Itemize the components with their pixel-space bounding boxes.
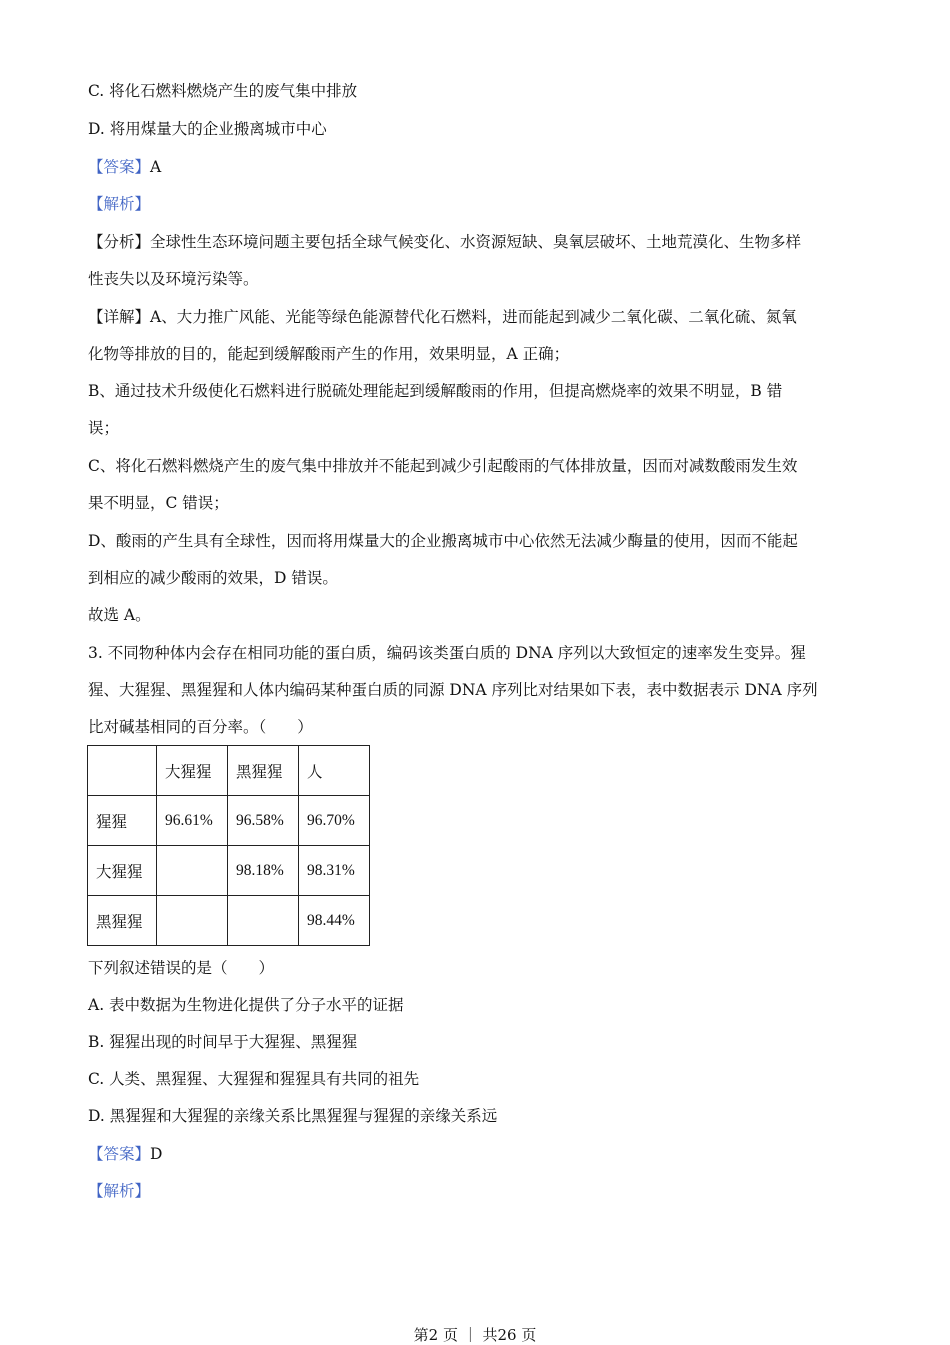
page-footer: 第2 页 ｜ 共26 页	[413, 1326, 537, 1344]
table-row	[88, 896, 370, 946]
fenxi-line-1	[88, 231, 870, 253]
answer-tag: 【答案】	[88, 158, 151, 176]
table-row-label: 猩猩	[88, 796, 157, 846]
explain-c-2: 果不明显，C 错误；	[88, 494, 229, 512]
explain-c-1: C、将化石燃料燃烧产生的废气集中排放并不能起到减少引起酸雨的气体排放量，因而对减数酸雨发生效	[88, 457, 798, 475]
question-3-line-1: 3. 不同物种体内会存在相同功能的蛋白质，编码该类蛋白质的 DNA 序列以大致恒定的速率发生变异。猩	[88, 644, 806, 662]
choose-line: 故选 A。	[88, 606, 151, 624]
explain-d-1: D、酸雨的产生具有全球性，因而将用煤量大的企业搬离城市中心依然无法减少酶量的使用，因而不能起	[88, 532, 798, 550]
table-row-label: 黑猩猩	[88, 896, 157, 946]
table-row	[88, 846, 370, 896]
explain-d-2: 到相应的减少酸雨的效果，D 错误。	[88, 569, 338, 587]
xiangjie-text: A、大力推广风能、光能等绿色能源替代化石燃料，进而能起到减少二氧化碳、二氧化硫、氮氧	[150, 308, 797, 326]
answer-value: D	[150, 1145, 163, 1163]
fenxi-tag: 【分析】	[88, 233, 151, 251]
analysis-tag: 【解析】	[88, 1182, 151, 1200]
option-d-prev: D. 将用煤量大的企业搬离城市中心	[88, 120, 327, 138]
option-d: D. 黑猩猩和大猩猩的亲缘关系比黑猩猩与猩猩的亲缘关系远	[88, 1107, 498, 1125]
dna-comparison-table	[87, 745, 370, 946]
analysis-tag-1	[88, 193, 870, 215]
question-prompt: 下列叙述错误的是（ ）	[88, 959, 275, 977]
table-cell: 96.70%	[299, 796, 370, 846]
table-header-cell: 人	[299, 746, 370, 796]
fenxi-text: 全球性生态环境问题主要包括全球气候变化、水资源短缺、臭氧层破坏、土地荒漠化、生物多样	[150, 233, 802, 251]
answer-line-2	[88, 1143, 870, 1165]
table-cell	[157, 896, 228, 946]
analysis-tag-2	[88, 1180, 870, 1202]
table-cell: 98.31%	[299, 846, 370, 896]
question-3-line-2: 猩、大猩猩、黑猩猩和人体内编码某种蛋白质的同源 DNA 序列比对结果如下表，表中数据表示 DNA 序列	[88, 681, 818, 699]
table-header-cell: 大猩猩	[157, 746, 228, 796]
xiangjie-line-1	[88, 306, 870, 328]
table-header-cell: 黑猩猩	[228, 746, 299, 796]
analysis-tag: 【解析】	[88, 195, 151, 213]
option-c-prev: C. 将化石燃料燃烧产生的废气集中排放	[88, 82, 358, 100]
explain-b-1: B、通过技术升级使化石燃料进行脱硫处理能起到缓解酸雨的作用，但提高燃烧率的效果不明显，B 错	[88, 382, 783, 400]
table-cell	[228, 896, 299, 946]
explain-b-2: 误；	[88, 419, 120, 437]
xiangjie-tag: 【详解】	[88, 308, 151, 326]
table-cell: 98.44%	[299, 896, 370, 946]
option-b: B. 猩猩出现的时间早于大猩猩、黑猩猩	[88, 1033, 358, 1051]
table-cell: 96.58%	[228, 796, 299, 846]
fenxi-line-2: 性丧失以及环境污染等。	[88, 270, 259, 288]
answer-value: A	[150, 158, 162, 176]
table-row	[88, 796, 370, 846]
answer-tag: 【答案】	[88, 1145, 151, 1163]
table-row-label: 大猩猩	[88, 846, 157, 896]
table-header-row	[88, 746, 370, 796]
table-cell: 96.61%	[157, 796, 228, 846]
table-cell: 98.18%	[228, 846, 299, 896]
answer-line-1	[88, 156, 870, 178]
table-cell	[157, 846, 228, 896]
option-c: C. 人类、黑猩猩、大猩猩和猩猩具有共同的祖先	[88, 1070, 420, 1088]
xiangjie-line-2: 化物等排放的目的，能起到缓解酸雨产生的作用，效果明显，A 正确；	[88, 345, 570, 363]
question-3-line-3: 比对碱基相同的百分率。（ ）	[88, 718, 313, 736]
option-a: A. 表中数据为生物进化提供了分子水平的证据	[88, 996, 404, 1014]
table-header-cell	[88, 746, 157, 796]
